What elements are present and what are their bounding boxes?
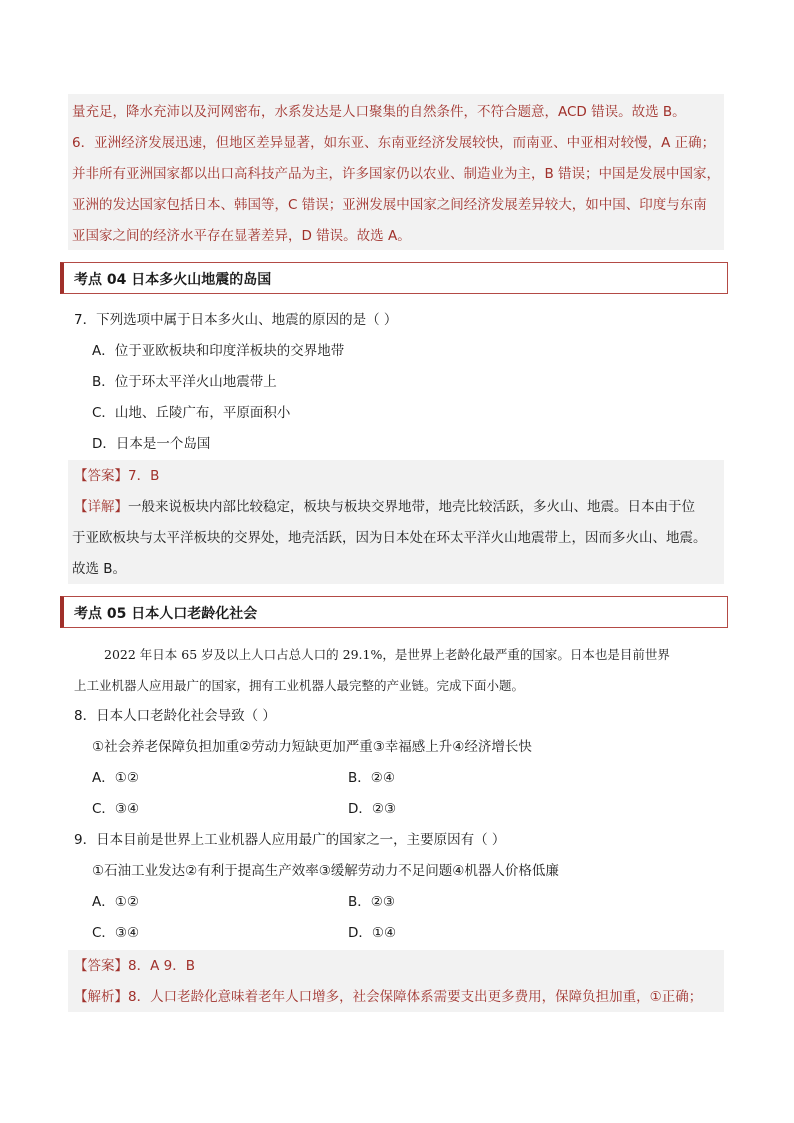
explanation-line: 量充足，降水充沛以及河网密布，水系发达是人口聚集的自然条件，不符合题意，ACD 错误。故选 B。 (72, 104, 686, 120)
question-8-items: ①社会养老保障负担加重②劳动力短缺更加严重③幸福感上升④经济增长快 (92, 739, 532, 755)
question-8-option-d: D．②③ (348, 801, 397, 817)
answer-line-8-9 (74, 956, 195, 976)
explanation-line: 6．亚洲经济发展迅速，但地区差异显著，如东亚、东南亚经济发展较快，而南亚、中亚相对较慢，A 正确； (72, 135, 716, 151)
question-7-stem: 7．下列选项中属于日本多火山、地震的原因的是（ ） (74, 312, 398, 328)
explanation-line: 并非所有亚洲国家都以出口高科技产品为主，许多国家仍以农业、制造业为主，B 错误；中国是发展中国家， (72, 166, 721, 182)
detail-text: 一般来说板块内部比较稳定，板块与板块交界地带，地壳比较活跃，多火山、地震。日本由于位 (128, 499, 695, 515)
answer-line-7 (74, 466, 159, 486)
question-7-option-a: A．位于亚欧板块和印度洋板块的交界地带 (92, 343, 345, 359)
analysis-line (74, 987, 702, 1007)
question-9-option-a: A．①② (92, 894, 139, 910)
analysis-tag: 【解析】 (74, 989, 128, 1005)
answer-value: 8．A 9．B (128, 958, 195, 974)
question-8-option-b: B．②④ (348, 770, 395, 786)
question-9-option-d: D．①④ (348, 925, 397, 941)
passage-line: 2022 年日本 65 岁及以上人口占总人口的 29.1%，是世界上老龄化最严重的国家。日本也是目前世界 (104, 647, 670, 662)
detail-tag: 【详解】 (74, 499, 128, 515)
question-7-option-c: C．山地、丘陵广布，平原面积小 (92, 405, 291, 421)
detail-line: 故选 B。 (72, 561, 127, 577)
question-9-option-c: C．③④ (92, 925, 140, 941)
analysis-text: 8．人口老龄化意味着老年人口增多，社会保障体系需要支出更多费用，保障负担加重，①正确； (128, 989, 703, 1005)
section-title: 考点 04 日本多火山地震的岛国 (74, 272, 272, 288)
answer-block-7 (68, 460, 724, 584)
question-8-option-a: A．①② (92, 770, 139, 786)
question-7-option-d: D．日本是一个岛国 (92, 436, 211, 452)
question-9-stem: 9．日本目前是世界上工业机器人应用最广的国家之一，主要原因有（ ） (74, 832, 506, 848)
detail-line (74, 497, 695, 517)
passage-line: 上工业机器人应用最广的国家，拥有工业机器人最完整的产业链。完成下面小题。 (74, 678, 525, 693)
section-header-05 (60, 596, 728, 628)
explanation-line: 亚洲的发达国家包括日本、韩国等，C 错误；亚洲发展中国家之间经济发展差异较大，如中国、印度与东南 (72, 197, 707, 213)
detail-line: 于亚欧板块与太平洋板块的交界处，地壳活跃，因为日本处在环太平洋火山地震带上，因而多火山、地震。 (72, 530, 707, 546)
answer-tag: 【答案】 (74, 468, 128, 484)
question-9-items: ①石油工业发达②有利于提高生产效率③缓解劳动力不足问题④机器人价格低廉 (92, 863, 559, 879)
question-9-option-b: B．②③ (348, 894, 395, 910)
question-7-option-b: B．位于环太平洋火山地震带上 (92, 374, 277, 390)
answer-value: 7．B (128, 468, 160, 484)
explanation-line: 亚国家之间的经济水平存在显著差异，D 错误。故选 A。 (72, 228, 411, 244)
question-8-stem: 8．日本人口老龄化社会导致（ ） (74, 708, 276, 724)
question-8-option-c: C．③④ (92, 801, 140, 817)
answer-tag: 【答案】 (74, 958, 128, 974)
section-header-04 (60, 262, 728, 294)
section-title: 考点 05 日本人口老龄化社会 (74, 606, 258, 622)
